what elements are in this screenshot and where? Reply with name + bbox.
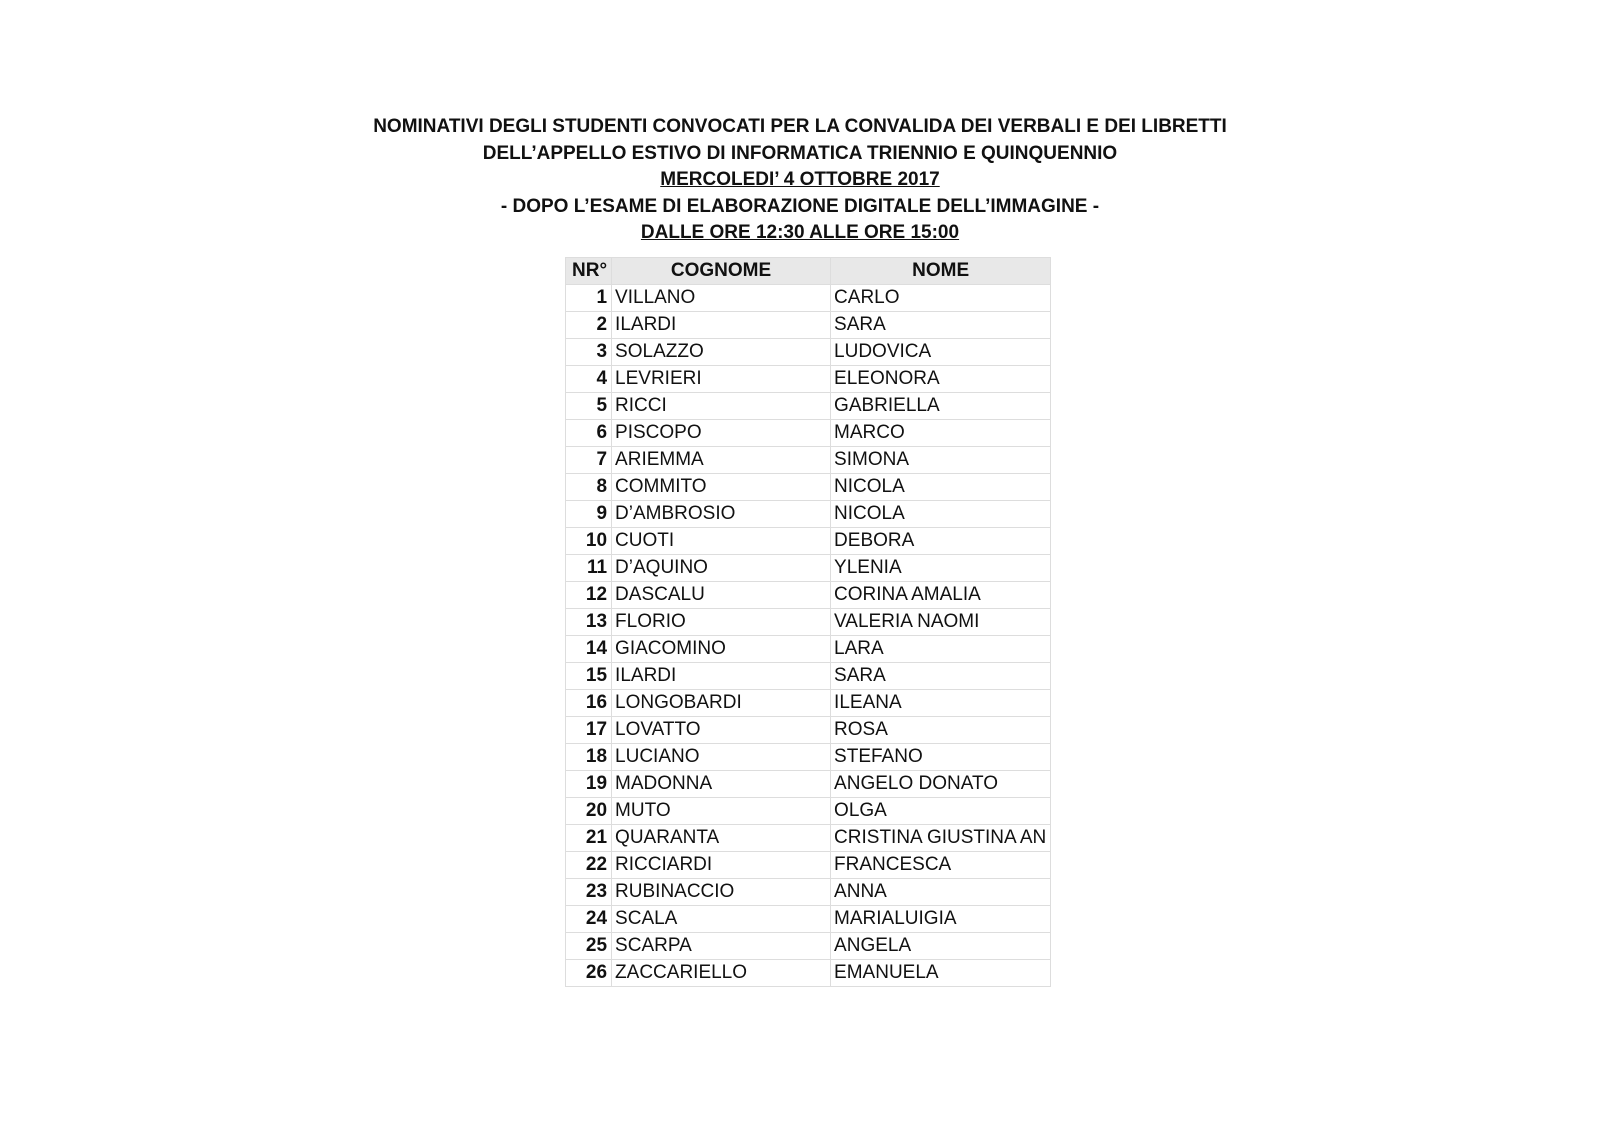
row-cognome: SOLAZZO [612, 339, 831, 366]
row-cognome: LUCIANO [612, 744, 831, 771]
row-nome: NICOLA [831, 474, 1051, 501]
row-nome: SIMONA [831, 447, 1051, 474]
title-line-1: NOMINATIVI DEGLI STUDENTI CONVOCATI PER LA CONVALIDA DEI VERBALI E DEI LIBRETTI [373, 116, 1227, 137]
row-nome: CRISTINA GIUSTINA AN [831, 825, 1051, 852]
title-line-2: DELL’APPELLO ESTIVO DI INFORMATICA TRIENNIO E QUINQUENNIO [482, 142, 1118, 164]
row-number: 3 [566, 339, 612, 366]
row-cognome: SCARPA [612, 933, 831, 960]
table-row [566, 420, 1051, 447]
row-number: 18 [566, 744, 612, 771]
row-number: 26 [566, 960, 612, 987]
row-number: 11 [566, 555, 612, 582]
row-number: 6 [566, 420, 612, 447]
exam-note-line: - DOPO L’ESAME DI ELABORAZIONE DIGITALE DELL’IMMAGINE - [500, 195, 1100, 217]
table-row [566, 663, 1051, 690]
table-row [566, 501, 1051, 528]
row-nome: SARA [831, 312, 1051, 339]
document-header [0, 114, 1600, 247]
row-number: 22 [566, 852, 612, 879]
row-nome: MARIALUIGIA [831, 906, 1051, 933]
table-body [566, 285, 1051, 987]
row-number: 16 [566, 690, 612, 717]
row-number: 17 [566, 717, 612, 744]
table-header-row [566, 258, 1051, 285]
row-cognome: GIACOMINO [612, 636, 831, 663]
row-number: 5 [566, 393, 612, 420]
row-nome: FRANCESCA [831, 852, 1051, 879]
row-nome: NICOLA [831, 501, 1051, 528]
row-cognome: ILARDI [612, 312, 831, 339]
row-number: 8 [566, 474, 612, 501]
row-nome: LUDOVICA [831, 339, 1051, 366]
table-row [566, 312, 1051, 339]
row-number: 14 [566, 636, 612, 663]
table-row [566, 960, 1051, 987]
table-row [566, 609, 1051, 636]
row-cognome: CUOTI [612, 528, 831, 555]
row-cognome: RICCI [612, 393, 831, 420]
table-row [566, 825, 1051, 852]
row-cognome: VILLANO [612, 285, 831, 312]
row-nome: SARA [831, 663, 1051, 690]
row-number: 9 [566, 501, 612, 528]
row-nome: VALERIA NAOMI [831, 609, 1051, 636]
time-line: DALLE ORE 12:30 ALLE ORE 15:00 [640, 222, 960, 243]
row-nome: ELEONORA [831, 366, 1051, 393]
row-number: 12 [566, 582, 612, 609]
students-table [565, 257, 1051, 987]
row-number: 1 [566, 285, 612, 312]
table-row [566, 933, 1051, 960]
row-number: 15 [566, 663, 612, 690]
row-nome: DEBORA [831, 528, 1051, 555]
table-row [566, 447, 1051, 474]
table-row [566, 636, 1051, 663]
row-cognome: ARIEMMA [612, 447, 831, 474]
column-header-nome: NOME [831, 258, 1051, 285]
row-nome: MARCO [831, 420, 1051, 447]
row-cognome: MUTO [612, 798, 831, 825]
row-nome: CORINA AMALIA [831, 582, 1051, 609]
table-row [566, 717, 1051, 744]
table-row [566, 744, 1051, 771]
row-number: 21 [566, 825, 612, 852]
row-cognome: PISCOPO [612, 420, 831, 447]
table-row [566, 690, 1051, 717]
row-cognome: RUBINACCIO [612, 879, 831, 906]
row-number: 19 [566, 771, 612, 798]
row-cognome: LOVATTO [612, 717, 831, 744]
column-header-cognome: COGNOME [612, 258, 831, 285]
row-nome: CARLO [831, 285, 1051, 312]
row-number: 23 [566, 879, 612, 906]
table-row [566, 906, 1051, 933]
row-cognome: D’AQUINO [612, 555, 831, 582]
row-number: 13 [566, 609, 612, 636]
table-row [566, 771, 1051, 798]
table-row [566, 555, 1051, 582]
date-line: MERCOLEDI’ 4 OTTOBRE 2017 [660, 169, 940, 190]
table-row [566, 852, 1051, 879]
row-number: 24 [566, 906, 612, 933]
row-number: 4 [566, 366, 612, 393]
table-row [566, 285, 1051, 312]
row-cognome: SCALA [612, 906, 831, 933]
row-number: 2 [566, 312, 612, 339]
row-cognome: LEVRIERI [612, 366, 831, 393]
row-nome: ILEANA [831, 690, 1051, 717]
column-header-nr: NR° [566, 258, 612, 285]
row-number: 25 [566, 933, 612, 960]
row-cognome: ZACCARIELLO [612, 960, 831, 987]
row-cognome: MADONNA [612, 771, 831, 798]
row-nome: YLENIA [831, 555, 1051, 582]
row-nome: STEFANO [831, 744, 1051, 771]
row-nome: EMANUELA [831, 960, 1051, 987]
row-nome: ANGELO DONATO [831, 771, 1051, 798]
row-cognome: ILARDI [612, 663, 831, 690]
row-nome: LARA [831, 636, 1051, 663]
table-row [566, 339, 1051, 366]
row-nome: GABRIELLA [831, 393, 1051, 420]
table-row [566, 366, 1051, 393]
row-nome: OLGA [831, 798, 1051, 825]
row-nome: ROSA [831, 717, 1051, 744]
row-cognome: FLORIO [612, 609, 831, 636]
table-row [566, 474, 1051, 501]
table-row [566, 582, 1051, 609]
row-number: 20 [566, 798, 612, 825]
row-number: 7 [566, 447, 612, 474]
row-nome: ANGELA [831, 933, 1051, 960]
row-cognome: LONGOBARDI [612, 690, 831, 717]
row-nome: ANNA [831, 879, 1051, 906]
row-number: 10 [566, 528, 612, 555]
table-row [566, 393, 1051, 420]
table-row [566, 879, 1051, 906]
row-cognome: QUARANTA [612, 825, 831, 852]
row-cognome: RICCIARDI [612, 852, 831, 879]
row-cognome: D’AMBROSIO [612, 501, 831, 528]
table-row [566, 528, 1051, 555]
row-cognome: COMMITO [612, 474, 831, 501]
row-cognome: DASCALU [612, 582, 831, 609]
table-row [566, 798, 1051, 825]
